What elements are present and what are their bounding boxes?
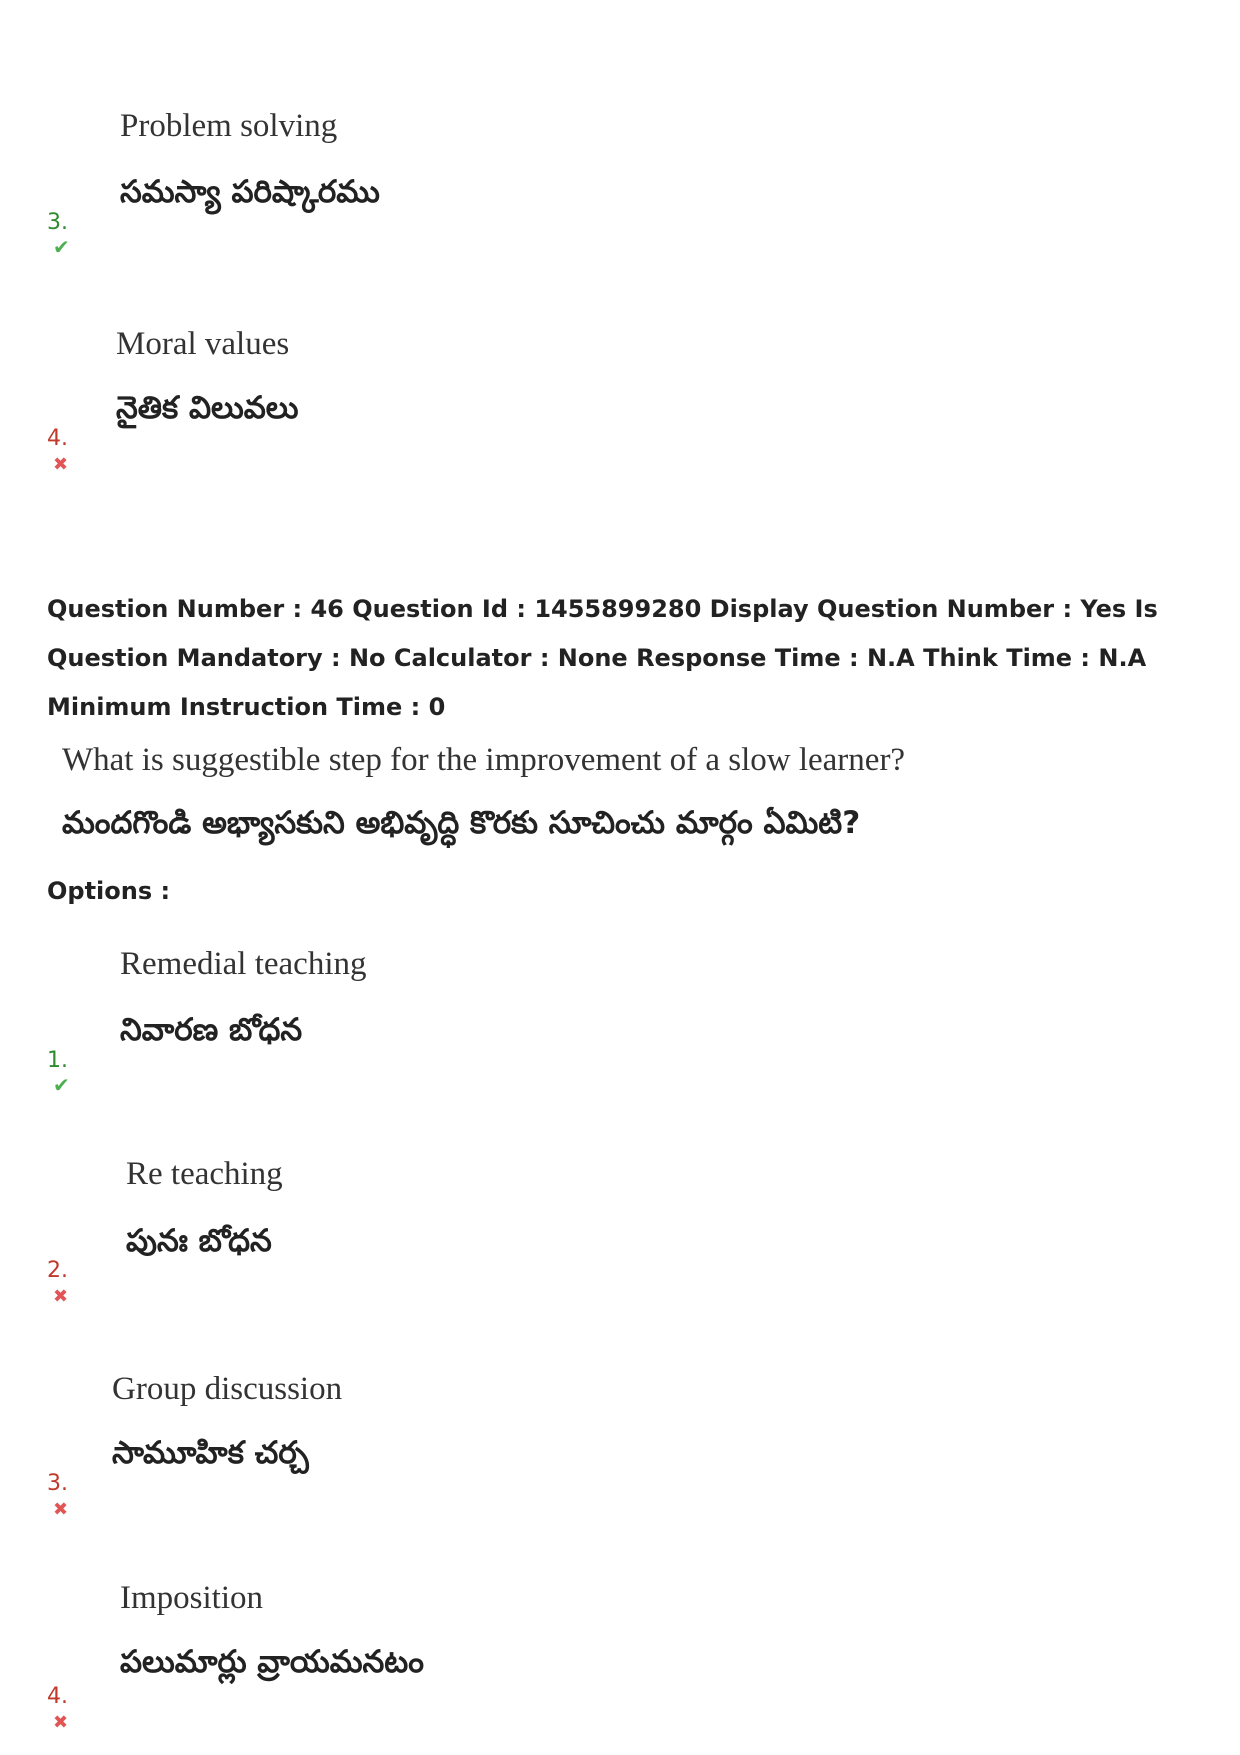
question-meta: Question Number : 46 Question Id : 1455899280 Display Question Number : Yes Is Question Mandatory : No Calculator : None Response Time : N.A Think Time : N.A Minimum Instruction Time : 0 (47, 595, 1158, 721)
option-english: Problem solving (120, 108, 338, 144)
cross-icon: ✖ (53, 1499, 69, 1520)
option-number: 4.✖ (47, 1684, 69, 1733)
option-telugu: సామూహిక చర్చ (112, 1435, 309, 1471)
option-english: Re teaching (126, 1156, 283, 1192)
cross-icon: ✖ (53, 1712, 69, 1733)
cross-icon: ✖ (53, 454, 69, 475)
option-english: Remedial teaching (120, 946, 367, 982)
option-english: Imposition (120, 1580, 264, 1616)
option-english: Group discussion (112, 1371, 343, 1407)
option-number: 1.✔ (47, 1048, 70, 1097)
option-number: 3.✔ (47, 210, 70, 259)
option-number: 4.✖ (47, 426, 69, 475)
question-telugu: మందగొండి అభ్యాసకుని అభివృద్ధి కొరకు సూచించు మార్గం ఏమిటి? (62, 805, 861, 841)
options-label: Options : (47, 877, 171, 905)
option-telugu: నివారణ బోధన (120, 1012, 303, 1048)
option-telugu: పలుమార్లు వ్రాయమనటం (120, 1644, 424, 1680)
option-telugu: పునః బోధన (126, 1223, 272, 1259)
check-icon: ✔ (53, 1073, 70, 1097)
option-telugu: సమస్యా పరిష్కారము (120, 174, 380, 210)
option-english: Moral values (116, 326, 290, 362)
option-number: 2.✖ (47, 1258, 69, 1307)
option-number: 3.✖ (47, 1471, 69, 1520)
check-icon: ✔ (53, 235, 70, 259)
option-telugu: నైతిక విలువలు (116, 390, 299, 426)
question-english: What is suggestible step for the improvement of a slow learner? (62, 742, 906, 778)
cross-icon: ✖ (53, 1286, 69, 1307)
